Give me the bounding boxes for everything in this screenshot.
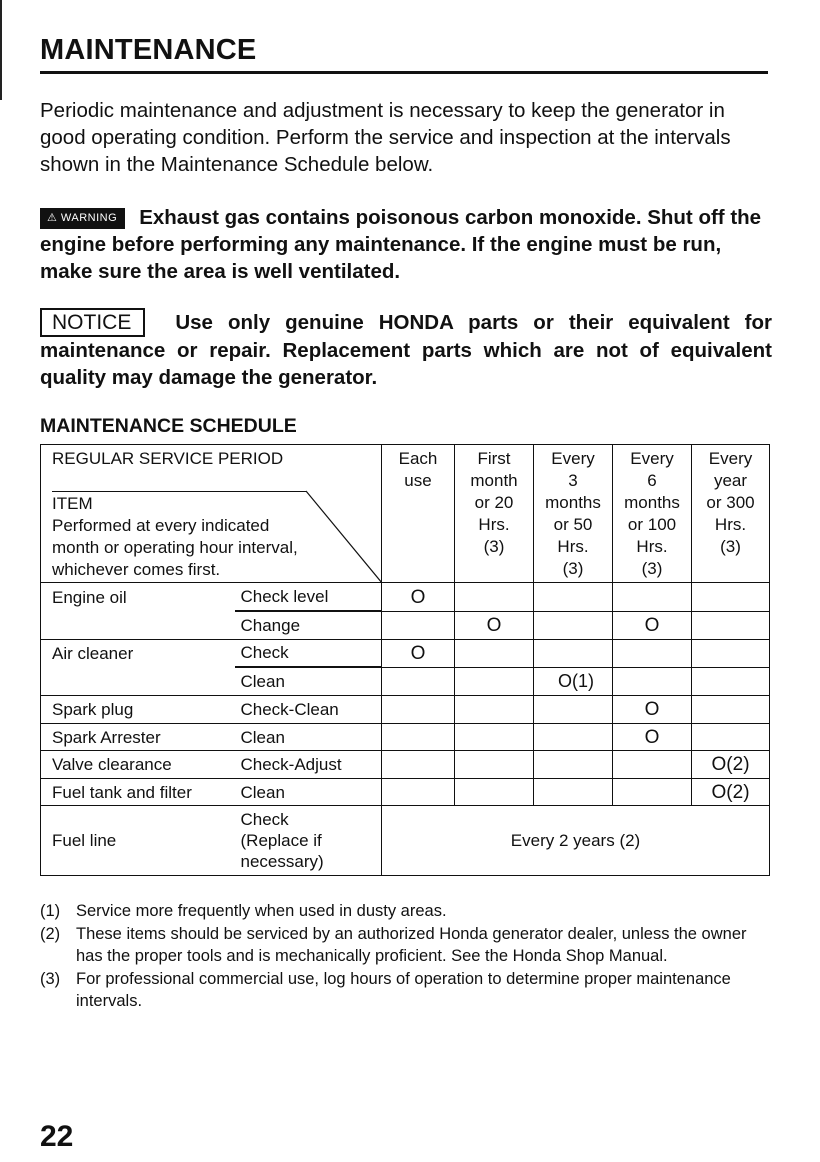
footnote-text: For professional commercial use, log hours of operation to determine proper maintenance intervals. [76, 969, 731, 1010]
col-head-line: 3 [568, 471, 578, 490]
mark-cell [692, 696, 770, 724]
action-check: Check [235, 640, 382, 667]
mark-cell: O [613, 696, 692, 724]
mark-cell [534, 612, 613, 640]
item-air-cleaner: Air cleaner [41, 640, 235, 668]
title-rule [40, 71, 768, 74]
col-head-line: or 50 [553, 515, 593, 534]
col-head-line: months [624, 493, 680, 512]
footnote-text: These items should be serviced by an authorized Honda generator dealer, unless the owner has the proper tools and is mechanically proficient. See the Honda Shop Manual. [76, 924, 747, 965]
warning-block [40, 204, 772, 285]
col-head-line: or 100 [627, 515, 677, 534]
mark-cell [382, 751, 455, 779]
col-head-line: (3) [483, 537, 505, 556]
mark-cell [455, 583, 534, 612]
mark-cell [382, 612, 455, 640]
table-row [41, 724, 770, 751]
mark-cell: O [382, 583, 455, 612]
item-engine-oil: Engine oil [41, 583, 235, 612]
mark-cell: O [613, 724, 692, 751]
col-head-line: Every [551, 449, 595, 468]
mark-cell [455, 724, 534, 751]
item-engine-oil-cont [41, 612, 235, 640]
table-row [41, 640, 770, 668]
fuel-line-interval: Every 2 years (2) [382, 806, 770, 876]
page-title: MAINTENANCE [40, 34, 257, 66]
item-desc-line: month or operating hour interval, [52, 538, 298, 557]
item-fuel-line: Fuel line [41, 806, 235, 876]
intro-paragraph: Periodic maintenance and adjustment is necessary to keep the generator in good operating condition. Perform the service and inspection at the intervals shown in the Maintenance Schedule below. [40, 99, 731, 176]
col-head-each-use [382, 445, 455, 583]
notice-text: Use only genuine HONDA parts or their equivalent for maintenance or repair. Replacement parts which are not of equivalent quality may damage the generator. [40, 311, 772, 389]
action-check-adjust: Check-Adjust [235, 751, 382, 779]
table-row [41, 668, 770, 696]
header-item-block [52, 493, 298, 581]
footnote-number: (2) [40, 924, 61, 943]
item-valve-clearance: Valve clearance [41, 751, 235, 779]
item-spark-arrester: Spark Arrester [41, 724, 235, 751]
table-row [41, 696, 770, 724]
mark-cell: O [455, 612, 534, 640]
warning-badge: ⚠ WARNING [40, 208, 125, 229]
notice-block [40, 308, 772, 391]
col-head-line: use [404, 471, 432, 490]
mark-cell [534, 696, 613, 724]
action-line: Check [240, 810, 289, 829]
table-row [41, 779, 770, 806]
footnote-number: (3) [40, 969, 61, 988]
page-number: 22 [40, 1120, 74, 1153]
mark-cell [455, 640, 534, 668]
col-head-line: year [713, 471, 748, 490]
mark-cell [692, 640, 770, 668]
mark-cell [613, 640, 692, 668]
col-head-every-year [692, 445, 770, 583]
col-head-line: Every [630, 449, 674, 468]
item-desc-line: Performed at every indicated [52, 516, 270, 535]
col-head-line: Hrs. [714, 515, 747, 534]
mark-cell: O [613, 612, 692, 640]
mark-cell [692, 724, 770, 751]
table-header-row [41, 445, 770, 583]
col-head-line: (3) [641, 559, 663, 578]
action-cell [235, 640, 382, 668]
mark-cell [382, 668, 455, 696]
mark-cell [692, 612, 770, 640]
item-label: ITEM [52, 494, 93, 513]
col-head-line: month [470, 471, 518, 490]
item-fuel-tank: Fuel tank and filter [41, 779, 235, 806]
mark-cell [692, 668, 770, 696]
mark-cell [613, 779, 692, 806]
mark-cell [534, 751, 613, 779]
mark-cell [382, 696, 455, 724]
footnote [40, 900, 770, 923]
table-row [41, 806, 770, 876]
mark-cell [382, 724, 455, 751]
col-head-first-month [455, 445, 534, 583]
col-head-line: Hrs. [557, 537, 589, 556]
footnotes [40, 900, 770, 1013]
col-head-line: 6 [647, 471, 657, 490]
mark-cell [534, 583, 613, 612]
col-head-line: (3) [720, 537, 741, 556]
warning-text: Exhaust gas contains poisonous carbon monoxide. Shut off the engine before performing any maintenance. If the engine must be run, make sure the area is well ventilated. [40, 206, 762, 283]
mark-cell: O(1) [534, 668, 613, 696]
item-air-cleaner-cont [41, 668, 235, 696]
footnote-text: Service more frequently when used in dusty areas. [76, 902, 447, 920]
mark-cell: O(2) [692, 779, 770, 806]
maintenance-schedule-table [40, 444, 770, 876]
schedule-heading: MAINTENANCE SCHEDULE [40, 415, 297, 437]
mark-cell [534, 724, 613, 751]
binding-edge-line [0, 0, 2, 100]
action-line: (Replace if [240, 831, 322, 850]
action-clean: Clean [235, 668, 382, 696]
col-head-line: Hrs. [478, 515, 510, 534]
col-head-line: or 300 [706, 493, 755, 512]
action-cell [235, 583, 382, 612]
col-head-every-6-months [613, 445, 692, 583]
col-head-every-3-months [534, 445, 613, 583]
col-head-line: months [545, 493, 601, 512]
mark-cell [613, 751, 692, 779]
mark-cell [613, 668, 692, 696]
item-desc-line: whichever comes first. [52, 560, 221, 579]
footnote [40, 923, 770, 968]
col-head-line: Hrs. [636, 537, 668, 556]
item-spark-plug: Spark plug [41, 696, 235, 724]
mark-cell [534, 779, 613, 806]
mark-cell: O(2) [692, 751, 770, 779]
period-label: REGULAR SERVICE PERIOD [52, 449, 284, 468]
footnote [40, 968, 770, 1013]
notice-badge: NOTICE [40, 308, 145, 337]
table-row [41, 751, 770, 779]
mark-cell [613, 583, 692, 612]
mark-cell [692, 583, 770, 612]
action-change: Change [235, 612, 382, 640]
col-head-line: or 20 [474, 493, 514, 512]
header-period-item-cell [41, 445, 382, 583]
mark-cell [455, 751, 534, 779]
action-check-level: Check level [235, 584, 382, 611]
table-row [41, 612, 770, 640]
col-head-line: Each [398, 449, 438, 468]
mark-cell [455, 696, 534, 724]
action-line: necessary) [240, 852, 324, 871]
mark-cell [534, 640, 613, 668]
mark-cell [455, 779, 534, 806]
mark-cell: O [382, 640, 455, 668]
action-cell [235, 806, 382, 876]
table-row [41, 583, 770, 612]
action-clean: Clean [235, 779, 382, 806]
mark-cell [455, 668, 534, 696]
mark-cell [382, 779, 455, 806]
action-check-clean: Check-Clean [235, 696, 382, 724]
action-clean: Clean [235, 724, 382, 751]
col-head-line: Every [708, 449, 753, 468]
col-head-line: First [477, 449, 511, 468]
footnote-number: (1) [40, 902, 61, 920]
col-head-line: (3) [562, 559, 584, 578]
